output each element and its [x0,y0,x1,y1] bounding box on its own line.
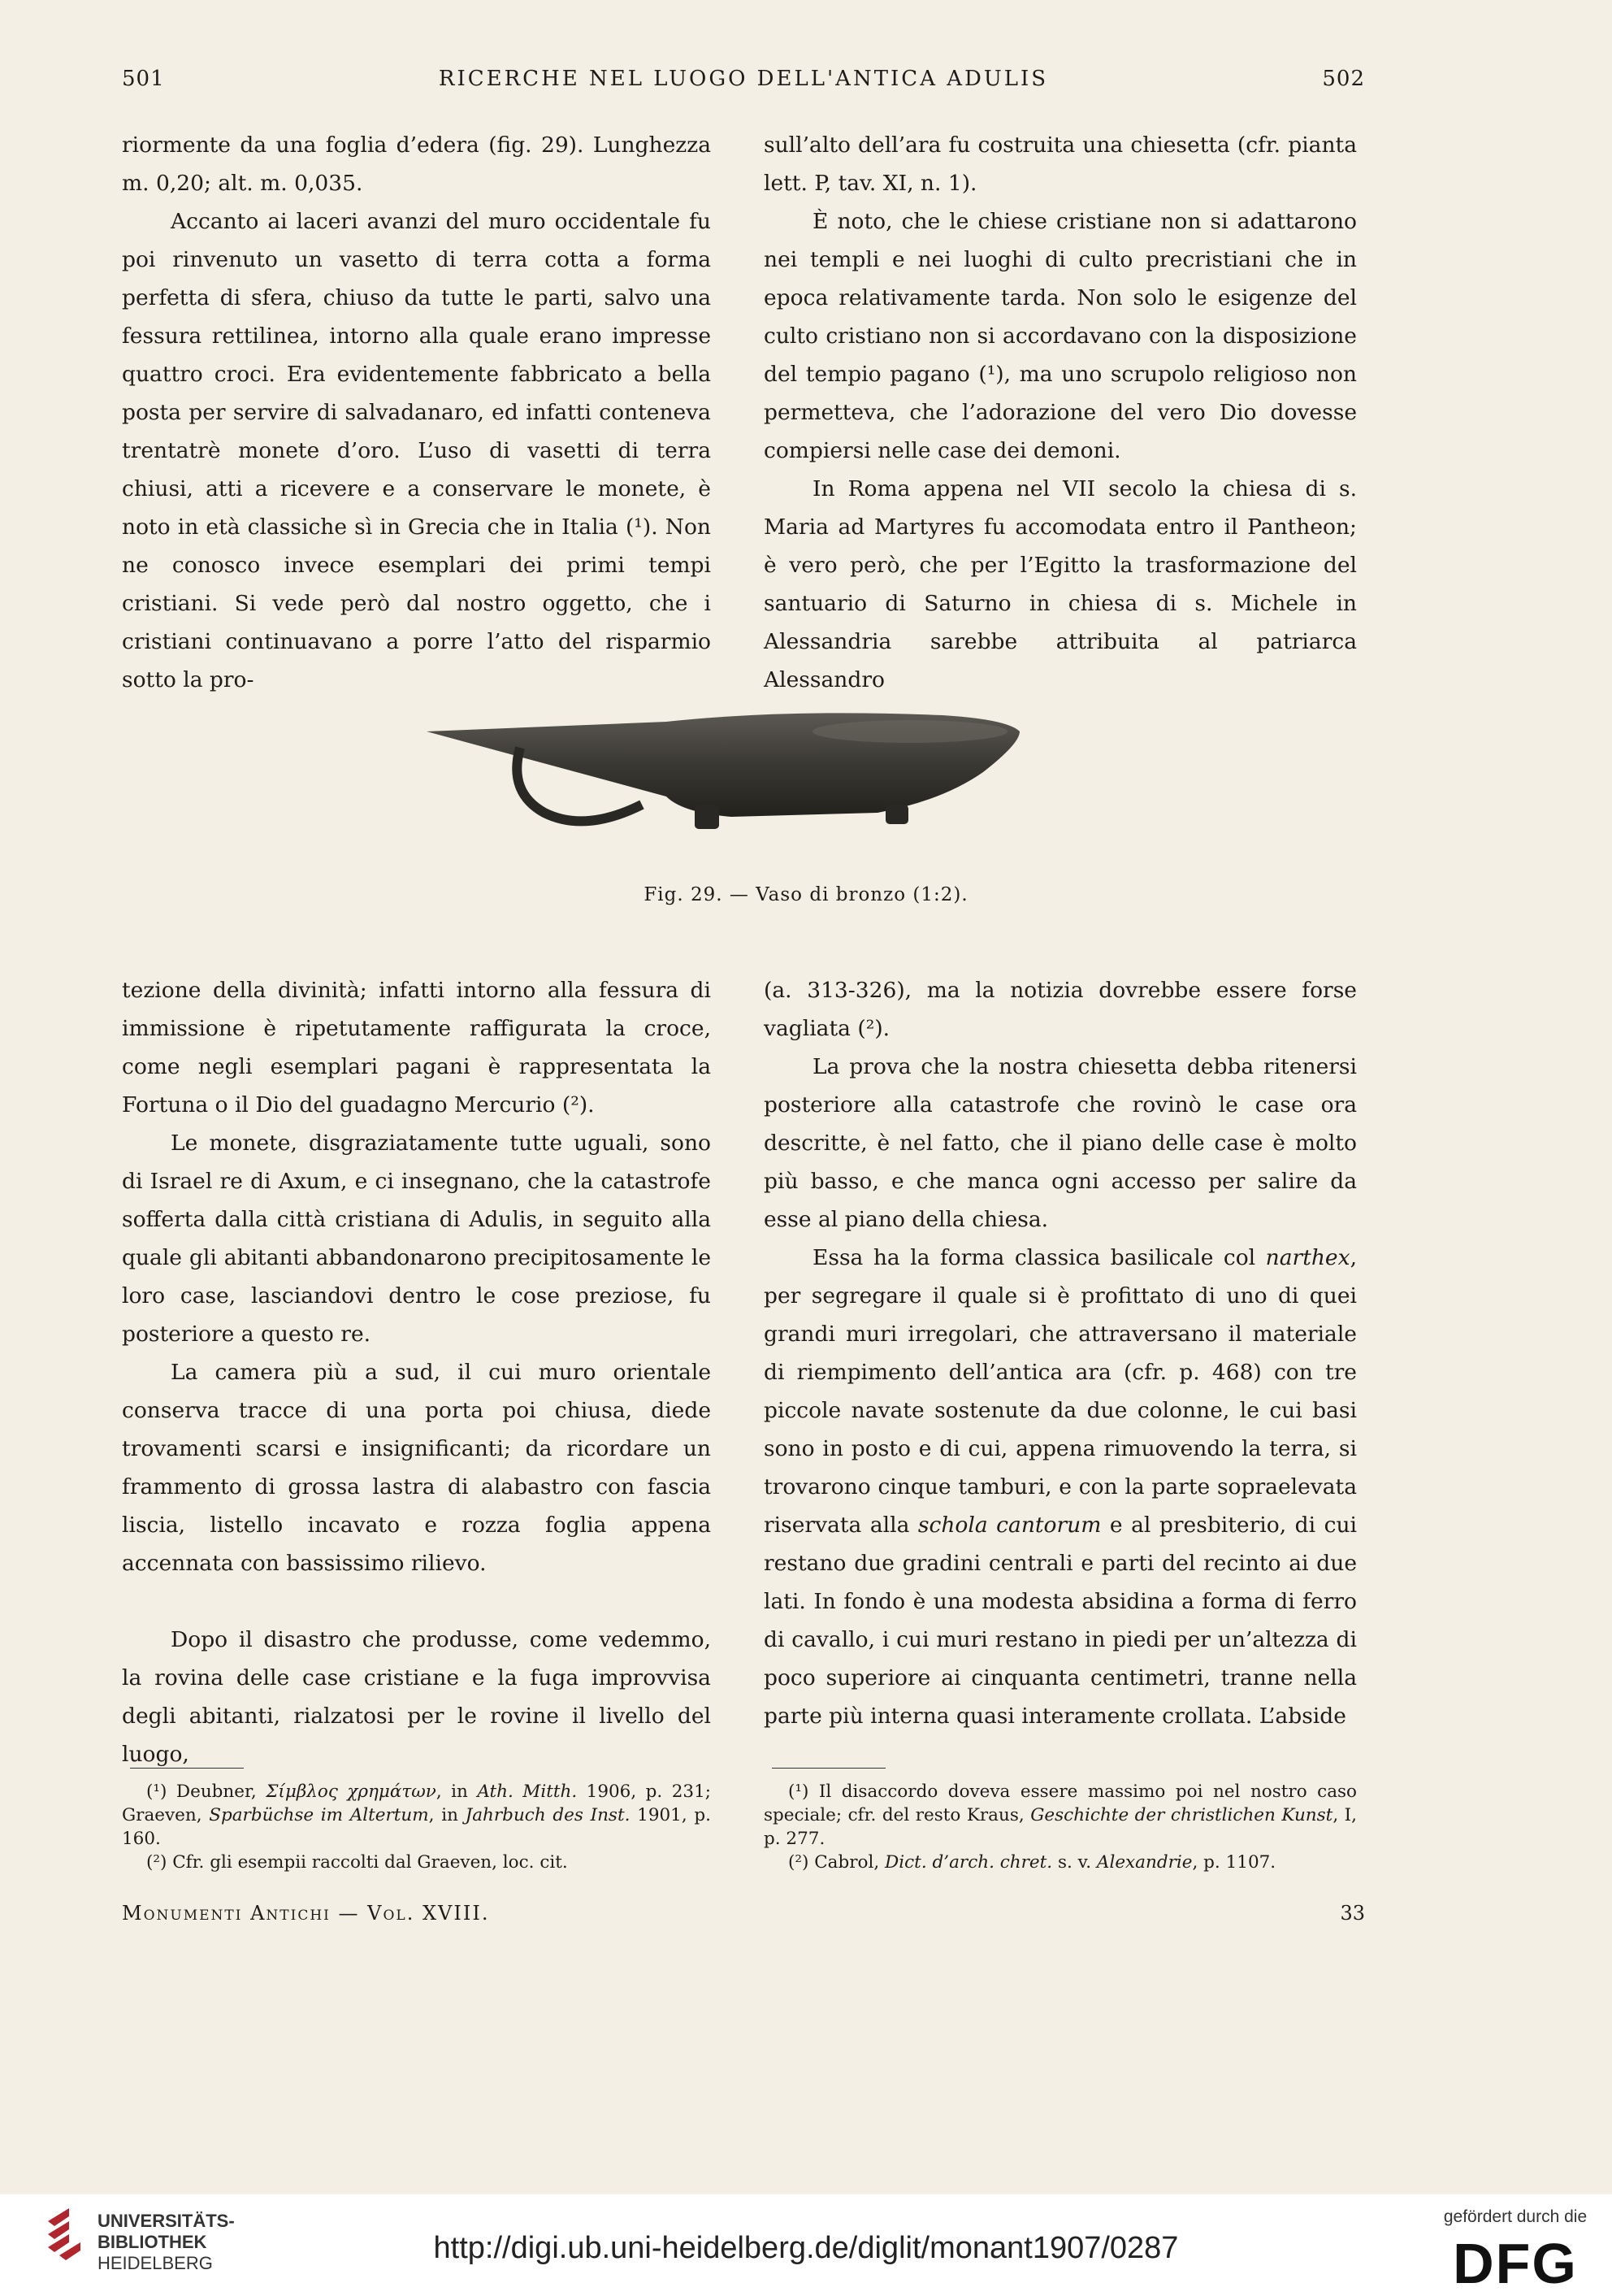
paragraph: Le monete, disgraziatamente tutte uguali, sono di Israel re di Axum, e ci insegnano, che la catastrofe sofferta dalla città cristiana di Adulis, in seguito alla quale gli abitanti abbandonarono precipitosamente le loro case, lasciandovi dentro le cose preziose, fu posteriore a questo re. [122,1131,711,1347]
bronze-vase-figure [422,699,1072,878]
journal-volume: Monumenti Antichi — Vol. XVIII. [122,1902,490,1925]
paragraph: Essa ha la forma classica basilicale col narthex, per segregare il quale si è profittato di uno di quei grandi muri irregolari, che attraversano il materiale di riempimento dell’antica ara (cfr. p. 468) con tre piccole navate sostenute da due colonne, le cui basi sono in posto e di cui, appena rimuovendo la terra, si trovarono cinque tamburi, e con la parte sopraelevata riservata alla schola cantorum e al presbiterio, di cui restano due gradini centrali e parti del recinto ai due lati. In fondo è una modesta absidina a forma di ferro di cavallo, i cui muri restano in piedi per un’altezza di poco superiore ai cinquanta centimetri, tranne nella parte più interna quasi interamente crollata. L’abside [764,1245,1357,1729]
library-name: UNIVERSITÄTS- BIBLIOTHEK HEIDELBERG [98,2211,235,2273]
signature-number: 33 [1340,1902,1365,1925]
right-column-top [764,126,1357,699]
paragraph: La prova che la nostra chiesetta debba ritenersi posteriore alla catastrofe che rovinò le case ora descritte, è nel fatto, che il piano delle case è molto più basso, e che manca ogni accesso per salire da esse al piano della chiesa. [764,1054,1357,1232]
right-column-bottom [764,971,1357,1735]
footnote: (²) Cfr. gli esempii raccolti dal Graeven, loc. cit. [146,1852,568,1873]
funding-note: gefördert durch die [1443,2207,1588,2226]
paragraph: In Roma appena nel VII secolo la chiesa di s. Maria ad Martyres fu accomodata entro il Pantheon; è vero però, che per l’Egitto la trasformazione del santuario di Saturno in chiesa di s. Michele in Alessandria sarebbe attribuita al patriarca Alessandro [764,476,1357,692]
footnote-rule [772,1768,886,1769]
paragraph: È noto, che le chiese cristiane non si adattarono nei templi e nei luoghi di culto precristiani che in epoca relativamente tarda. Non solo le esigenze del culto cristiano non si accordavano con la disposizione del tempio pagano (¹), ma uno scrupolo religioso non permetteva, che l’adorazione del vero Dio dovesse compiersi nelle case dei demoni. [764,209,1357,463]
permalink[interactable]: http://digi.ub.uni-heidelberg.de/diglit/monant1907/0287 [433,2231,1179,2265]
paragraph: sull’alto dell’ara fu costruita una chiesetta (cfr. pianta lett. P, tav. XI, n. 1). [764,132,1357,196]
footnote: (¹) Il disaccordo doveva essere massimo poi nel nostro caso speciale; cfr. del resto Kraus, Geschichte der christlichen Kunst, I, p. 277. [764,1782,1357,1849]
paragraph: La camera più a sud, il cui muro orientale conserva tracce di una porta poi chiusa, diede trovamenti scarsi e insignificanti; da ricordare un frammento di grossa lastra di alabastro con fascia liscia, listello incavato e rozza foglia appena accennata con bassissimo rilievo. [122,1360,711,1576]
left-column-bottom [122,971,711,1773]
paragraph: tezione della divinità; infatti intorno alla fessura di immissione è ripetutamente raffigurata la croce, come negli esemplari pagani è rappresentata la Fortuna o il Dio del guadagno Mercurio (²). [122,978,711,1118]
footnote-rule [130,1768,244,1769]
footnote: (¹) Deubner, Σίμβλος χρημάτων, in Ath. Mitth. 1906, p. 231; Graeven, Sparbüchse im Altertum, in Jahrbuch des Inst. 1901, p. 160. [122,1782,711,1849]
paragraph: riormente da una foglia d’edera (fig. 29). Lunghezza m. 0,20; alt. m. 0,035. [122,132,711,196]
running-title: RICERCHE NEL LUOGO DELL'ANTICA ADULIS [438,67,1049,91]
page-number-left: 501 [122,67,165,91]
paragraph: Dopo il disastro che produsse, come vedemmo, la rovina delle case cristiane e la fuga improvvisa degli abitanti, rialzatosi per le rovine il livello del luogo, [122,1627,711,1767]
footnote: (²) Cabrol, Dict. d’arch. chret. s. v. Alexandrie, p. 1107. [788,1852,1276,1873]
dfg-logo: DFG [1453,2232,1578,2295]
footnotes-left [122,1780,711,1874]
paragraph: Accanto ai laceri avanzi del muro occidentale fu poi rinvenuto un vasetto di terra cotta a forma perfetta di sfera, chiuso da tutte le parti, salvo una fessura rettilinea, intorno alla quale erano impresse quattro croci. Era evidentemente fabbricato a bella posta per servire di salvadanaro, ed infatti conteneva trentatrè monete d’oro. L’uso di vasetti di terra chiusi, atti a ricevere e a conservare le monete, è noto in età classiche sì in Grecia che in Italia (¹). Non ne conosco invece esemplari dei primi tempi cristiani. Si vede però dal nostro oggetto, che i cristiani continuavano a porre l’atto del risparmio sotto la pro- [122,209,711,692]
running-head [122,67,1365,99]
left-column-top [122,126,711,699]
page-number-right: 502 [1322,67,1365,91]
figure-caption: Fig. 29. — Vaso di bronzo (1:2). [644,884,968,905]
paragraph: (a. 313-326), ma la notizia dovrebbe essere forse vagliata (²). [764,978,1357,1041]
footnotes-right [764,1780,1357,1874]
